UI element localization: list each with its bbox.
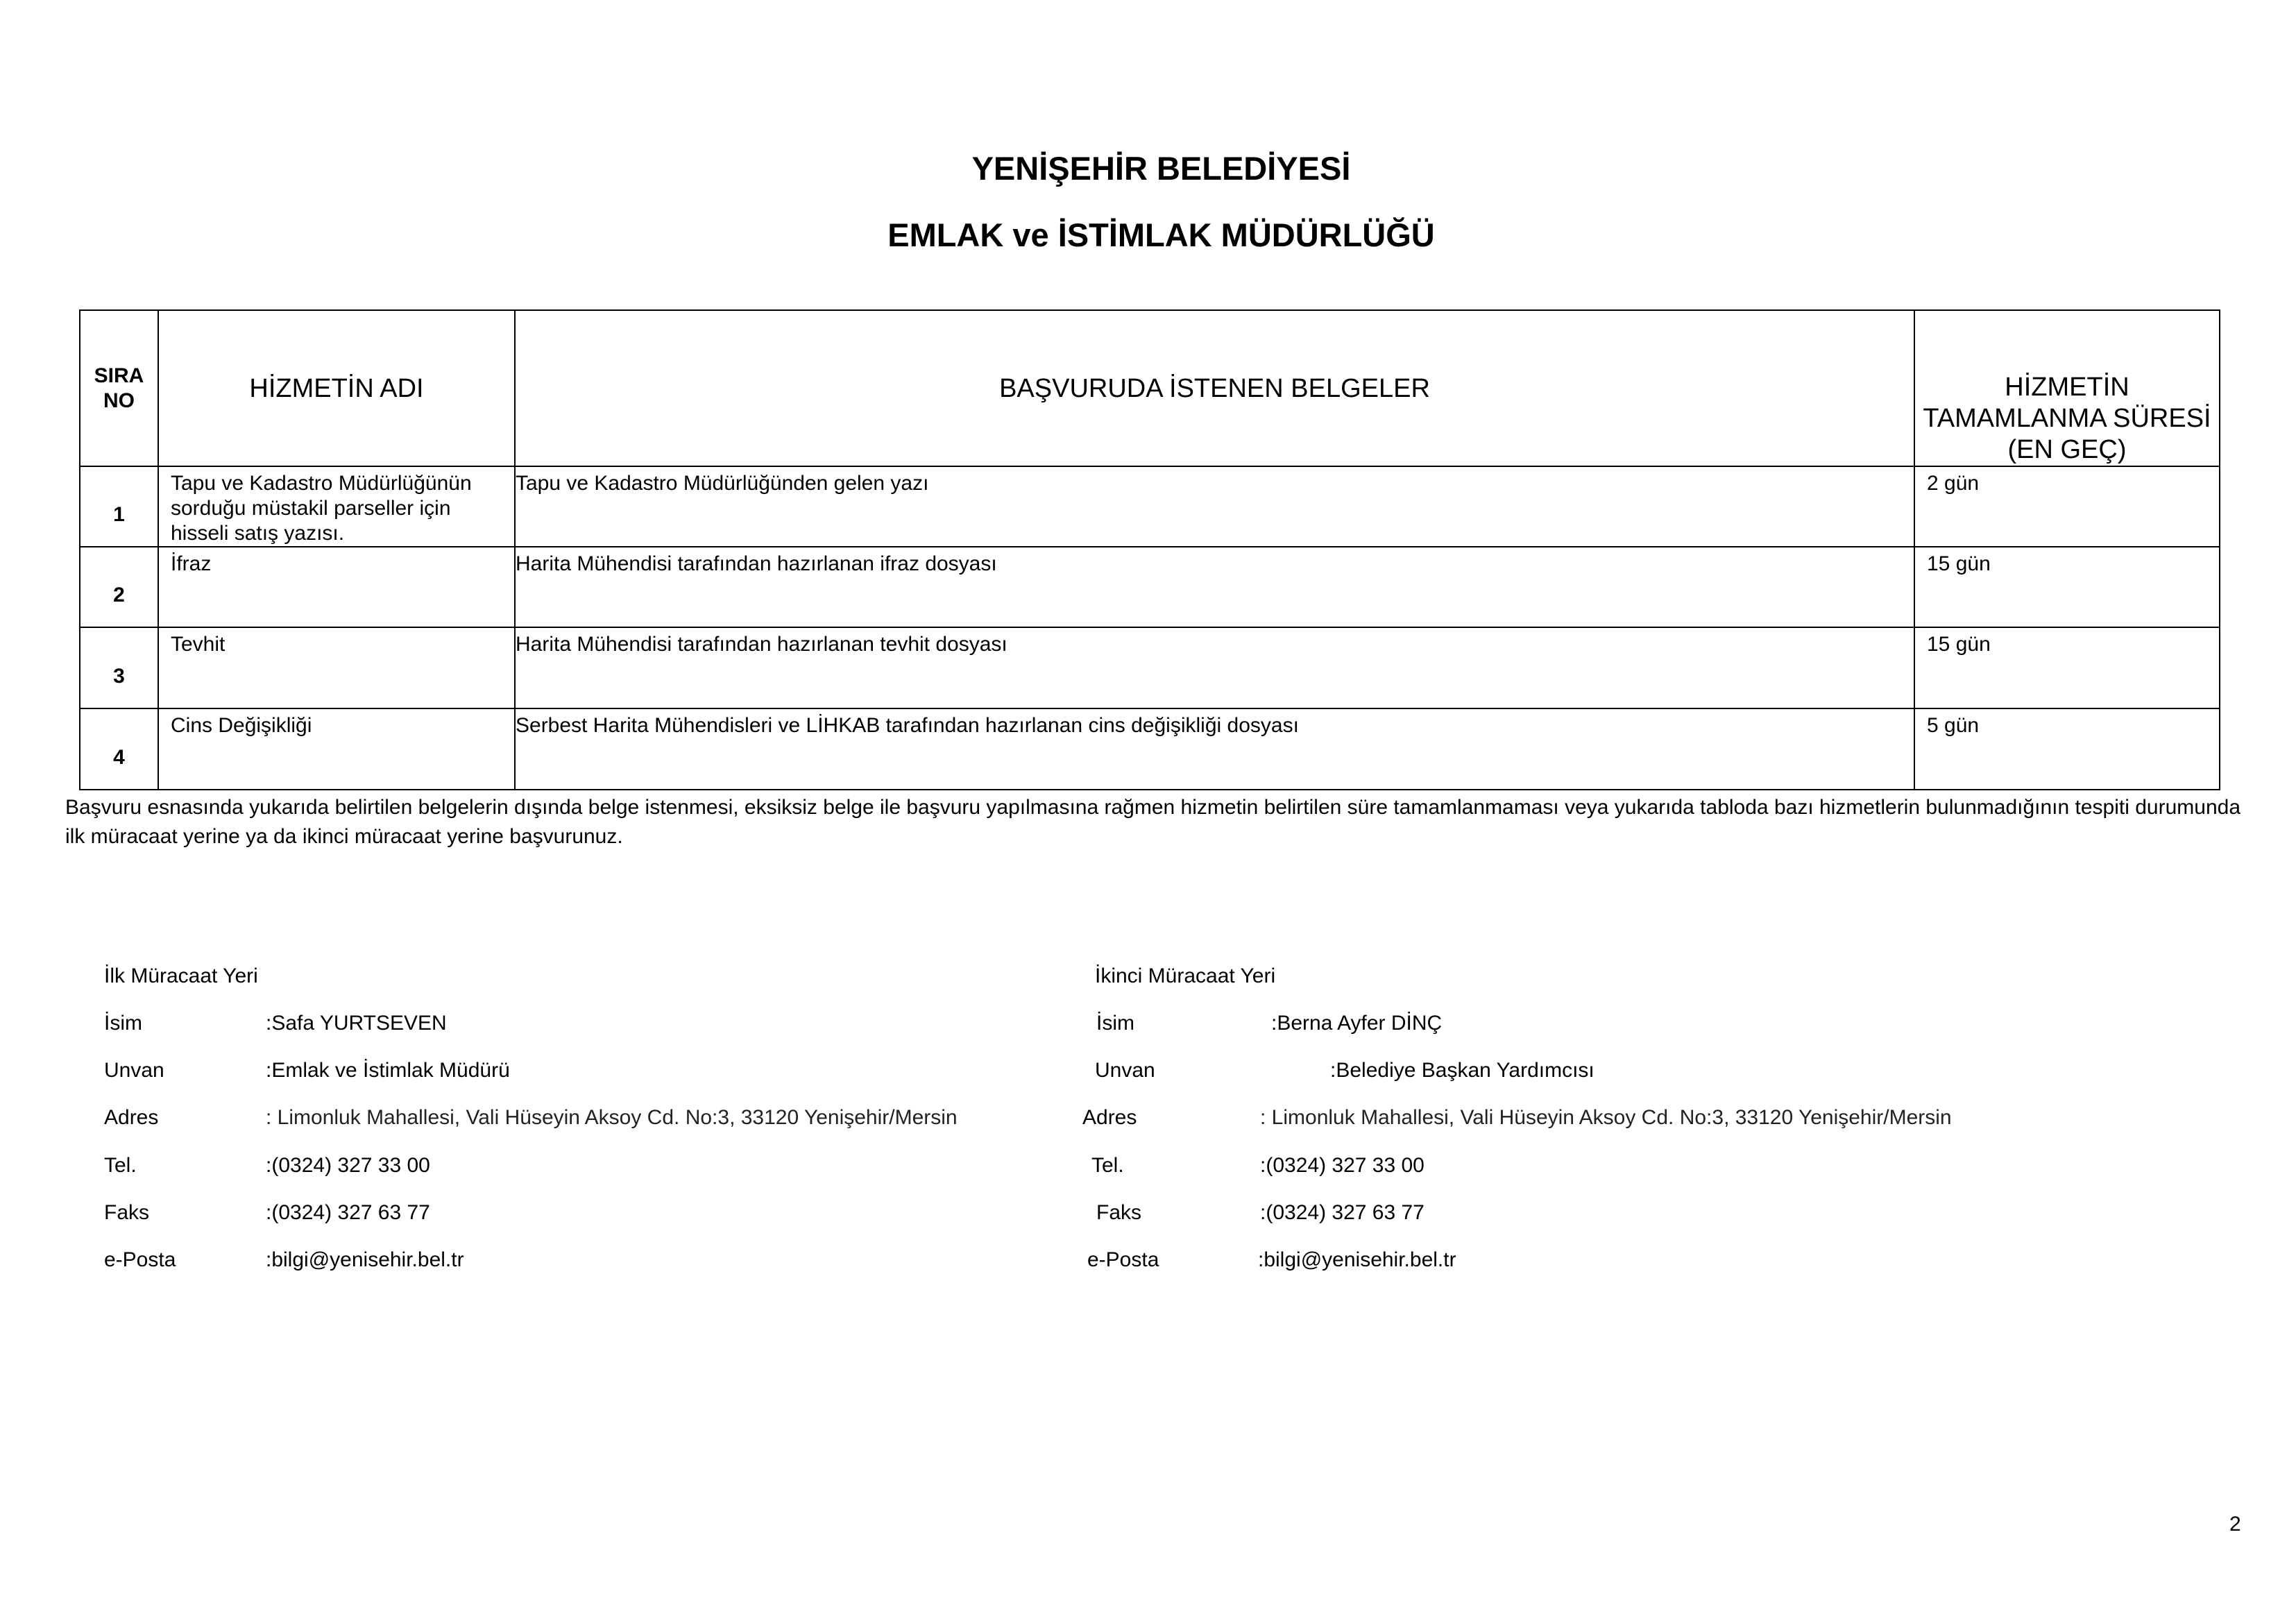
first-contact-title: :Emlak ve İstimlak Müdürü — [266, 1059, 510, 1082]
second-contact-title-label: Unvan — [1095, 1059, 1155, 1082]
first-contact-address-label: Adres — [104, 1106, 159, 1129]
first-contact-heading: İlk Müracaat Yeri — [104, 965, 258, 987]
second-contact-phone: :(0324) 327 33 00 — [1260, 1154, 1425, 1177]
service-duration: 2 gün — [1914, 466, 2220, 547]
first-contact-name-label: İsim — [104, 1012, 142, 1035]
header-sure: HİZMETİN TAMAMLANMA SÜRESİ (EN GEÇ) — [1914, 310, 2220, 466]
service-name: Tevhit — [158, 627, 515, 708]
table-row — [80, 708, 2220, 790]
first-contact-name: :Safa YURTSEVEN — [266, 1012, 447, 1035]
second-contact-email: :bilgi@yenisehir.bel.tr — [1258, 1248, 1456, 1271]
row-number: 1 — [80, 466, 158, 547]
first-contact-phone-label: Tel. — [104, 1154, 137, 1177]
services-table — [79, 309, 2220, 790]
page-subtitle: EMLAK ve İSTİMLAK MÜDÜRLÜĞÜ — [887, 216, 1435, 253]
first-contact-title-label: Unvan — [104, 1059, 164, 1082]
service-documents: Serbest Harita Mühendisleri ve LİHKAB tarafından hazırlanan cins değişikliği dosyası — [515, 708, 1914, 790]
application-note: Başvuru esnasında yukarıda belirtilen belgelerin dışında belge istenmesi, eksiksiz belge ile başvuru yapılmasına rağmen hizmetin belirtilen süre tamamlanmaması veya yukarıda tabloda bazı hizmetlerin bulunmadığının tespiti durumunda ilk müracaat yerine ya da ikinci müracaat yerine başvurunuz. — [65, 796, 2240, 848]
table-header-row — [80, 310, 2220, 466]
page-title: YENİŞEHİR BELEDİYESİ — [971, 150, 1351, 187]
header-sira-no: SIRA NO — [80, 310, 158, 466]
second-contact-phone-label: Tel. — [1091, 1154, 1124, 1177]
service-name: İfraz — [158, 547, 515, 627]
second-contact-email-label: e-Posta — [1087, 1248, 1159, 1271]
first-contact-address: : Limonluk Mahallesi, Vali Hüseyin Aksoy Cd. No:3, 33120 Yenişehir/Mersin — [266, 1106, 958, 1129]
second-contact-address-label: Adres — [1082, 1106, 1137, 1129]
second-contact-fax-label: Faks — [1096, 1201, 1142, 1224]
service-name: Tapu ve Kadastro Müdürlüğünün sorduğu müstakil parseller için hisseli satış yazısı. — [158, 466, 515, 547]
service-duration: 15 gün — [1914, 547, 2220, 627]
table-row — [80, 627, 2220, 708]
second-contact-name: :Berna Ayfer DİNÇ — [1271, 1012, 1443, 1035]
first-contact-email-label: e-Posta — [104, 1248, 176, 1271]
second-contact-heading: İkinci Müracaat Yeri — [1095, 965, 1276, 987]
row-number: 2 — [80, 547, 158, 627]
first-contact-phone: :(0324) 327 33 00 — [266, 1154, 430, 1177]
first-contact-fax-label: Faks — [104, 1201, 150, 1224]
service-duration: 15 gün — [1914, 627, 2220, 708]
second-contact-address: : Limonluk Mahallesi, Vali Hüseyin Aksoy Cd. No:3, 33120 Yenişehir/Mersin — [1260, 1106, 1952, 1129]
page-number: 2 — [2229, 1513, 2241, 1536]
service-documents: Harita Mühendisi tarafından hazırlanan tevhit dosyası — [515, 627, 1914, 708]
second-contact-name-label: İsim — [1096, 1012, 1134, 1035]
service-documents: Tapu ve Kadastro Müdürlüğünden gelen yazı — [515, 466, 1914, 547]
first-contact-fax: :(0324) 327 63 77 — [266, 1201, 430, 1224]
second-contact-fax: :(0324) 327 63 77 — [1260, 1201, 1425, 1224]
first-contact-email: :bilgi@yenisehir.bel.tr — [266, 1248, 464, 1271]
service-name: Cins Değişikliği — [158, 708, 515, 790]
table-row — [80, 547, 2220, 627]
service-duration: 5 gün — [1914, 708, 2220, 790]
header-belgeler: BAŞVURUDA İSTENEN BELGELER — [515, 310, 1914, 466]
row-number: 4 — [80, 708, 158, 790]
header-hizmetin-adi: HİZMETİN ADI — [158, 310, 515, 466]
row-number: 3 — [80, 627, 158, 708]
table-row — [80, 466, 2220, 547]
service-documents: Harita Mühendisi tarafından hazırlanan ifraz dosyası — [515, 547, 1914, 627]
second-contact-title: :Belediye Başkan Yardımcısı — [1330, 1059, 1595, 1082]
